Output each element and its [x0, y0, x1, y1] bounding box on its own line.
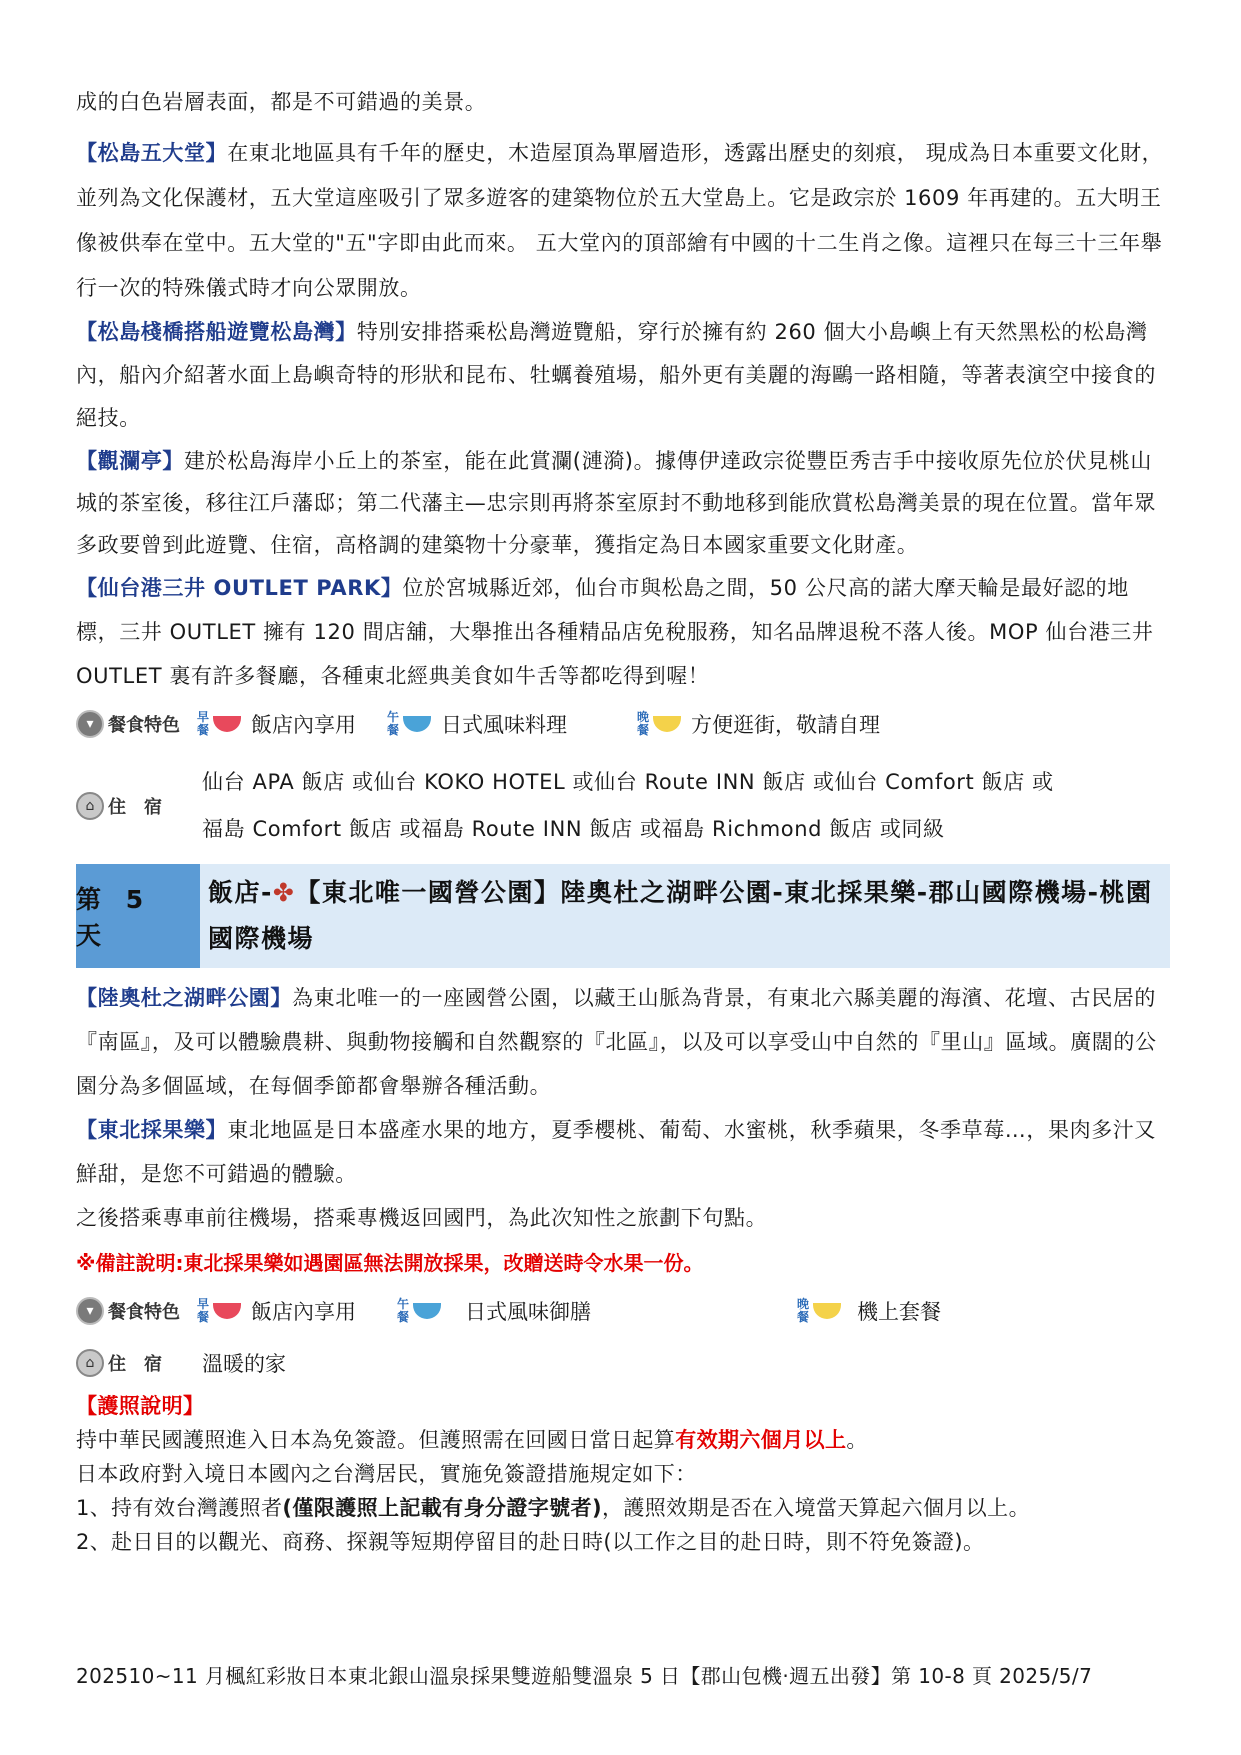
lunch-icon: 午餐 [386, 711, 431, 737]
lunch-icon: 午餐 [396, 1298, 441, 1324]
maple-leaf-icon: ✤ [272, 878, 296, 907]
outlet-title: 【仙台港三井 OUTLET PARK】 [76, 576, 403, 600]
day5-lunch [396, 1296, 796, 1326]
fruit-title: 【東北採果樂】 [76, 1118, 228, 1142]
hotel-badge-icon: ⌂ [76, 792, 104, 820]
cruise-section [76, 311, 1170, 440]
outlet-section [76, 566, 1170, 698]
day5-title-prefix: 飯店- [208, 878, 273, 907]
day5-note: ※備註說明:東北採果樂如遇園區無法開放採果，改贈送時令水果一份。 [76, 1251, 704, 1275]
day5-breakfast [196, 1296, 396, 1326]
meal-badge [76, 710, 196, 738]
meal-badge-label: 餐食特色 [108, 715, 180, 736]
day4-dinner-text: 方便逛街，敬請自理 [691, 713, 880, 737]
day4-hotel-list [202, 759, 1054, 853]
day5-dinner-text: 機上套餐 [857, 1300, 941, 1324]
page-footer: 202510~11 月楓紅彩妝日本東北銀山溫泉採果雙遊船雙溫泉 5 日【郡山包機‧週五出發】第 10-8 頁 2025/5/7 [76, 1664, 1093, 1688]
day4-breakfast [196, 709, 386, 739]
meal-badge-label: 餐食特色 [108, 1302, 180, 1323]
passport-line1: 持中華民國護照進入日本為免簽證。但護照需在回國日當日起算有效期六個月以上。 [76, 1428, 868, 1452]
breakfast-icon: 早餐 [196, 1298, 241, 1324]
godaido-text: 在東北地區具有千年的歷史，木造屋頂為單層造形，透露出歷史的刻痕， 現成為日本重要文化財，並列為文化保護材，五大堂這座吸引了眾多遊客的建築物位於五大堂島上。它是政宗於 1609 年再建的。五大明王像被供奉在堂中。五大堂的"五"字即由此而來。 五大堂內的頂部繪有中國的十二生肖之像。這裡只在每三十三年舉行一次的特殊儀式時才向公眾開放。 [76, 141, 1164, 300]
passport-title: 【護照說明】 [76, 1394, 205, 1418]
day4-meals-row [76, 698, 1170, 750]
godaido-section [76, 131, 1170, 311]
passport-line4: 2、赴日目的以觀光、商務、探親等短期停留目的赴日時(以工作之目的赴日時，則不符免簽證)。 [76, 1530, 985, 1554]
fruit-text: 東北地區是日本盛產水果的地方，夏季櫻桃、葡萄、水蜜桃，秋季蘋果，冬季草莓…，果肉多汁又鮮甜，是您不可錯過的體驗。 [76, 1118, 1156, 1186]
passport-section [76, 1389, 1170, 1559]
passport-line2: 日本政府對入境日本國內之台灣居民，實施免簽證措施規定如下： [76, 1462, 697, 1486]
passport-line3: 1、持有效台灣護照者(僅限護照上記載有身分證字號者)，護照效期是否在入境當天算起六個月以上。 [76, 1496, 1030, 1520]
godaido-title: 【松島五大堂】 [76, 141, 228, 165]
day4-lunch [386, 709, 636, 739]
day5-breakfast-text: 飯店內享用 [251, 1300, 356, 1324]
meal-badge-icon: ▾ [76, 1297, 104, 1325]
day5-dinner [796, 1296, 941, 1326]
day4-hotel-row [76, 754, 1170, 858]
intro-tail: 成的白色岩層表面，都是不可錯過的美景。 [76, 90, 487, 114]
cruise-text: 特別安排搭乘松島灣遊覽船，穿行於擁有約 260 個大小島嶼上有天然黑松的松島灣內，船內介紹著水面上島嶼奇特的形狀和昆布、牡蠣養殖場，船外更有美麗的海鷗一路相隨，等著表演空中接食的絕技。 [76, 320, 1156, 430]
kanrantei-text: 建於松島海岸小丘上的茶室，能在此賞瀾(漣漪)。據傳伊達政宗從豐臣秀吉手中接收原先位於伏見桃山城的茶室後，移往江戶藩邸；第二代藩主—忠宗則再將茶室原封不動地移到能欣賞松島灣美景的現在位置。當年眾多政要曾到此遊覽、住宿，高格調的建築物十分豪華，獲指定為日本國家重要文化財產。 [76, 449, 1156, 557]
day4-breakfast-text: 飯店內享用 [251, 713, 356, 737]
day5-meals-row [76, 1285, 1170, 1337]
hotel-badge-label: 住 宿 [108, 797, 162, 818]
hotel-badge [76, 792, 202, 820]
park-section [76, 976, 1170, 1108]
hotel-badge-icon: ⌂ [76, 1349, 104, 1377]
day4-dinner [636, 709, 880, 739]
dinner-icon: 晚餐 [636, 711, 681, 737]
park-text: 為東北唯一的一座國營公園，以藏王山脈為背景，有東北六縣美麗的海濱、花壇、古民居的『南區』，及可以體驗農耕、與動物接觸和自然觀察的『北區』，以及可以享受山中自然的『里山』區域。廣闊的公園分為多個區域，在每個季節都會舉辦各種活動。 [76, 986, 1157, 1098]
day4-lunch-text: 日式風味料理 [441, 713, 567, 737]
day4-hotel-line2: 福島 Comfort 飯店 或福島 Route INN 飯店 或福島 Richmond 飯店 或同級 [202, 817, 945, 841]
meal-badge [76, 1297, 196, 1325]
day5-label: 第 5 天 [76, 864, 200, 968]
fruit-section [76, 1108, 1170, 1196]
day5-hotel-text: 溫暖的家 [202, 1352, 286, 1376]
day5-title-rest: 【東北唯一國營公園】陸奧杜之湖畔公園-東北採果樂-郡山國際機場-桃園國際機場 [208, 878, 1153, 953]
day5-title [200, 864, 1170, 968]
day5-hotel-row [76, 1337, 1170, 1389]
day4-hotel-line1: 仙台 APA 飯店 或仙台 KOKO HOTEL 或仙台 Route INN 飯店 或仙台 Comfort 飯店 或 [202, 770, 1054, 794]
cruise-title: 【松島棧橋搭船遊覽松島灣】 [76, 320, 357, 344]
park-title: 【陸奧杜之湖畔公園】 [76, 986, 292, 1010]
day5-band [76, 864, 1170, 968]
breakfast-icon: 早餐 [196, 711, 241, 737]
hotel-badge-label: 住 宿 [108, 1354, 162, 1375]
kanrantei-section [76, 440, 1170, 566]
hotel-badge [76, 1349, 202, 1377]
itinerary-page [76, 80, 1170, 1559]
airport-text: 之後搭乘專車前往機場，搭乘專機返回國門，為此次知性之旅劃下句點。 [76, 1206, 768, 1230]
meal-badge-icon: ▾ [76, 710, 104, 738]
dinner-icon: 晚餐 [796, 1298, 841, 1324]
day5-lunch-text: 日式風味御膳 [465, 1300, 591, 1324]
outlet-text: 位於宮城縣近郊，仙台市與松島之間，50 公尺高的諾大摩天輪是最好認的地標，三井 OUTLET 擁有 120 間店舖，大舉推出各種精品店免稅服務，知名品牌退稅不落人後。MOP 仙台港三井 OUTLET 裏有許多餐廳，各種東北經典美食如牛舌等都吃得到喔！ [76, 576, 1154, 688]
kanrantei-title: 【觀瀾亭】 [76, 449, 184, 473]
